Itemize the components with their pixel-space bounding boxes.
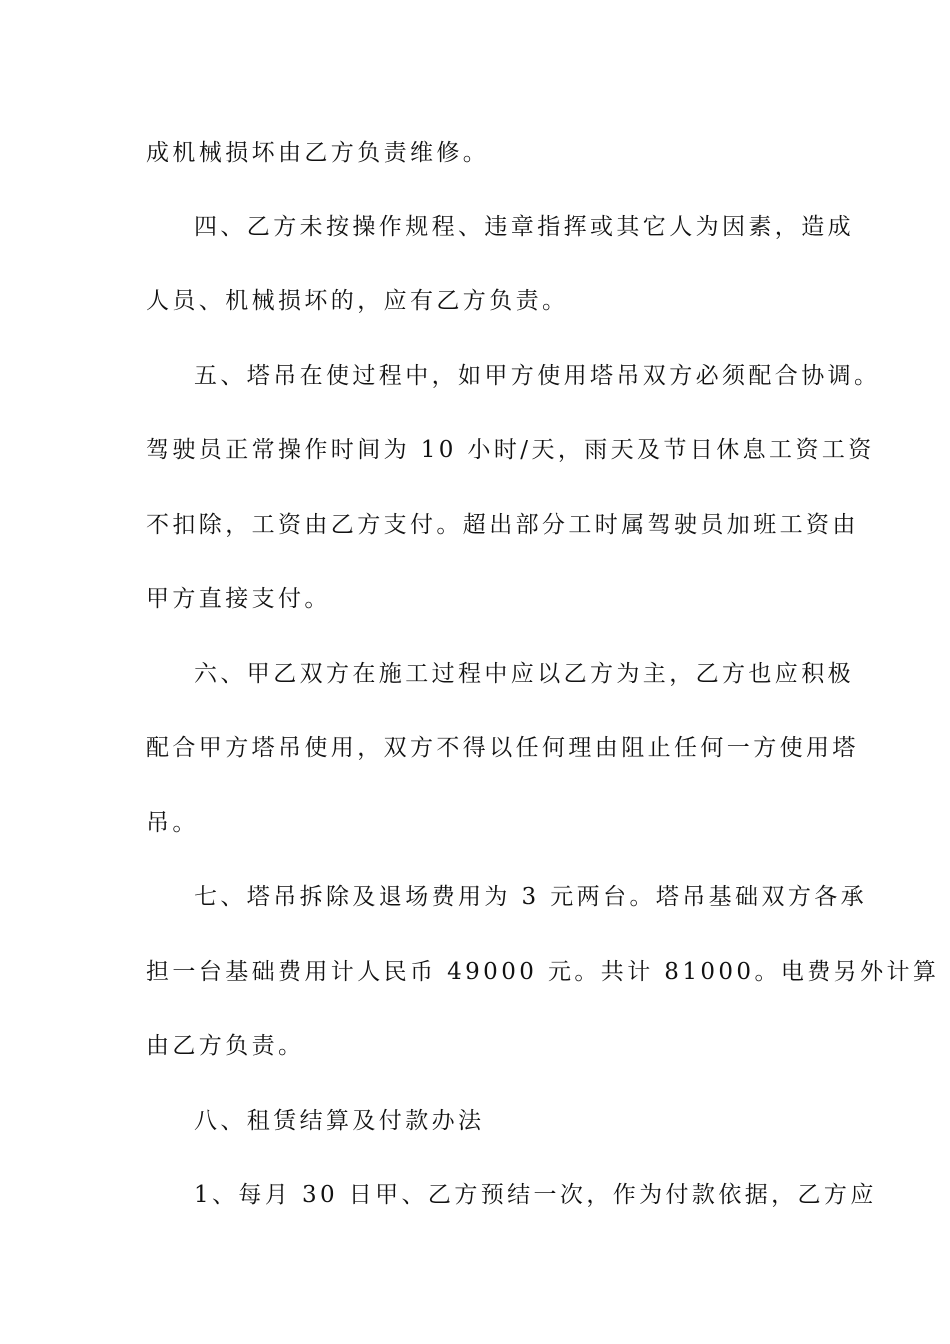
paragraph-line: 人员、机械损坏的，应有乙方负责。	[146, 288, 569, 314]
paragraph-line: 五、塔吊在使过程中，如甲方使用塔吊双方必须配合协调。	[194, 363, 881, 389]
paragraph-line: 配合甲方塔吊使用，双方不得以任何理由阻止任何一方使用塔	[146, 735, 859, 761]
paragraph-line: 不扣除，工资由乙方支付。超出部分工时属驾驶员加班工资由	[146, 512, 859, 538]
paragraph-line: 吊。	[146, 810, 199, 836]
paragraph-line: 七、塔吊拆除及退场费用为 3 元两台。塔吊基础双方各承	[194, 884, 868, 910]
paragraph-line: 甲方直接支付。	[146, 586, 331, 612]
paragraph-line: 1、每月 30 日甲、乙方预结一次，作为付款依据，乙方应	[194, 1182, 877, 1208]
paragraph-line: 六、甲乙双方在施工过程中应以乙方为主，乙方也应积极	[194, 661, 854, 687]
paragraph-line: 成机械损坏由乙方负责维修。	[146, 140, 490, 166]
section-heading: 八、租赁结算及付款办法	[194, 1108, 485, 1134]
paragraph-line: 四、乙方未按操作规程、违章指挥或其它人为因素，造成	[194, 214, 854, 240]
paragraph-line: 由乙方负责。	[146, 1033, 305, 1059]
paragraph-line: 担一台基础费用计人民币 49000 元。共计 81000。电费另外计算	[146, 959, 940, 985]
paragraph-line: 驾驶员正常操作时间为 10 小时/天，雨天及节日休息工资工资	[146, 437, 875, 463]
